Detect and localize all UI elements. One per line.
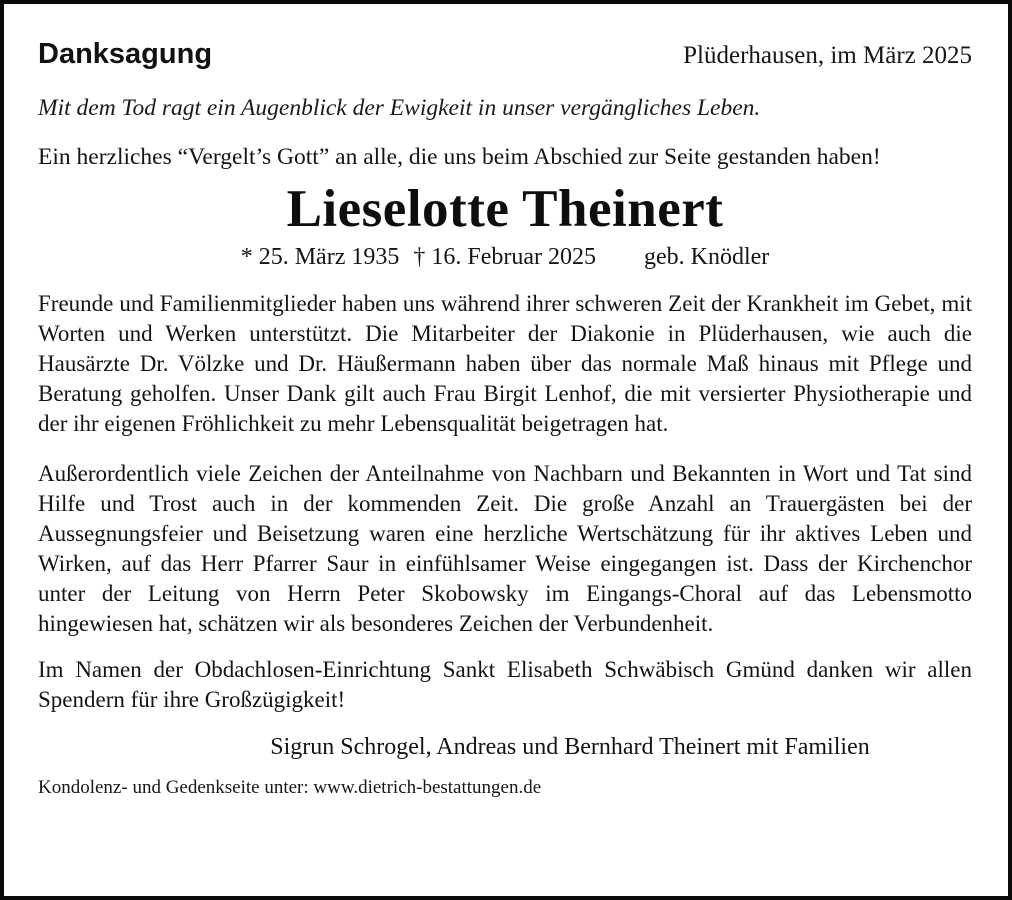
body-paragraph-donation-thanks: Im Namen der Obdachlosen-Einrichtung Sankt Elisabeth Schwäbisch Gmünd danken wir allen Spendern für ihre Großzügigkeit!	[38, 657, 972, 712]
notice-type-heading: Danksagung	[38, 38, 213, 70]
body-paragraph-care-thanks: Freunde und Familienmitglieder haben uns während ihrer schweren Zeit der Krankheit im Gebet, mit Worten und Werken unterstützt. Die Mitarbeiter der Diakonie in Plüderhausen, wie auch die Hausärzte Dr. Völzke und Dr. Häußermann haben über das normale Maß hinaus mit Pflege und Beratung geholfen. Unser Dank gilt auch Frau Birgit Lenhof, die mit versierter Physiotherapie und der ihr eigenen Fröhlichkeit zu mehr Lebensqualität beigetragen hat.	[38, 291, 972, 436]
birth-date: * 25. März 1935	[240, 244, 400, 270]
family-signature-line: Sigrun Schrogel, Andreas und Bernhard Theinert mit Familien	[270, 734, 870, 760]
memorial-motto: Mit dem Tod ragt ein Augenblick der Ewigkeit in unser vergängliches Leben.	[38, 95, 761, 121]
header-row	[38, 38, 972, 71]
death-date: † 16. Februar 2025	[413, 244, 596, 270]
life-dates-line	[38, 241, 972, 273]
maiden-name: geb. Knödler	[643, 244, 770, 270]
deceased-name: Lieselotte Theinert	[286, 180, 724, 238]
thanks-intro-text: Ein herzliches “Vergelt’s Gott” an alle, die uns beim Abschied zur Seite gestanden haben!	[38, 144, 881, 170]
place-date-line: Plüderhausen, im März 2025	[683, 42, 972, 69]
body-paragraph-condolence-thanks: Außerordentlich viele Zeichen der Anteilnahme von Nachbarn und Bekannten in Wort und Tat sind Hilfe und Trost auch in der kommenden Zeit. Die große Anzahl an Trauergästen bei der Aussegnungsfeier und Beisetzung waren eine herzliche Wertschätzung für ihr aktives Leben und Wirken, auf das Herr Pfarrer Saur in einfühlsamer Weise eingegangen ist. Dass der Kirchenchor unter der Leitung von Herrn Peter Skobowsky im Eingangs-Choral auf das Lebensmotto hingewiesen hat, schätzen wir als besonderes Zeichen der Verbundenheit.	[38, 461, 972, 636]
condolence-website-line: Kondolenz- und Gedenkseite unter: www.dietrich-bestattungen.de	[38, 777, 542, 798]
